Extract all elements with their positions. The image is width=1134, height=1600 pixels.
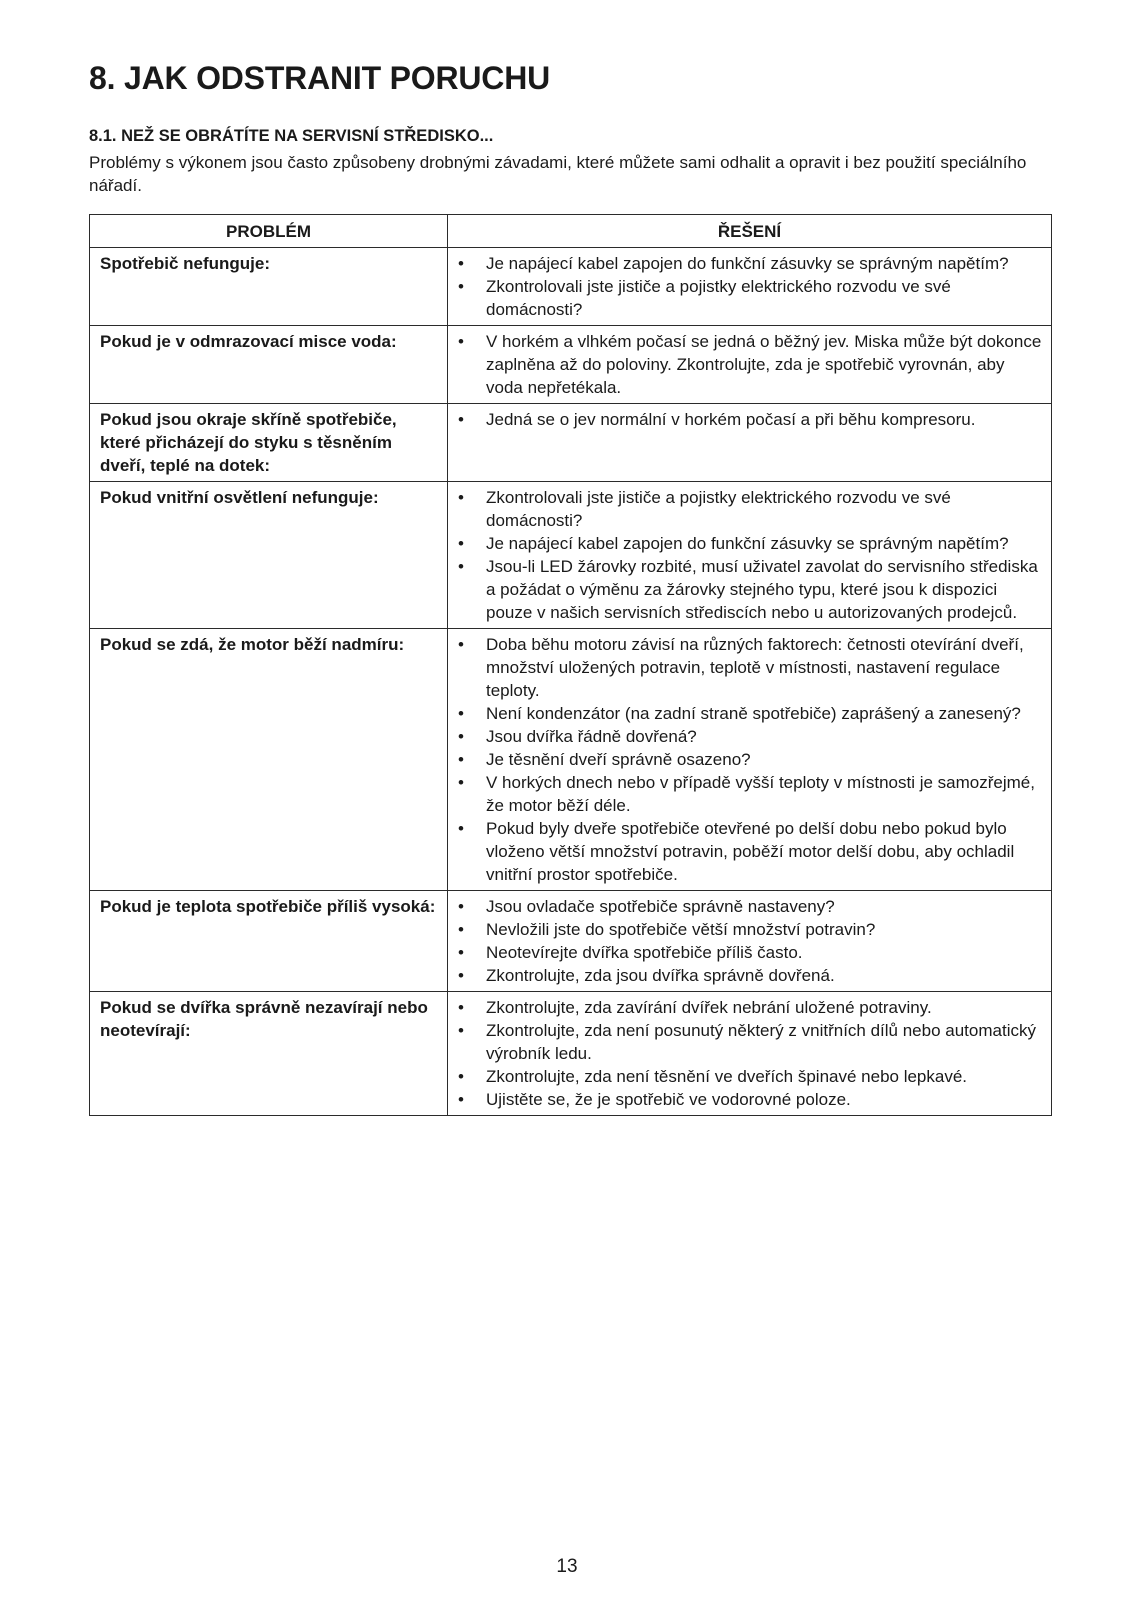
section-intro: Problémy s výkonem jsou často způsobeny drobnými závadami, které můžete sami odhalit a opravit i bez použití speciálního nářadí. [89,153,1027,195]
bullet-icon: • [458,1090,464,1109]
table-row [90,482,1052,629]
solution-text: V horkém a vlhkém počasí se jedná o běžný jev. Miska může být dokonce zaplněna až do poloviny. Zkontrolujte, zda je spotřebič vyrovnán, aby voda nepřetékala. [486,332,1042,397]
problem-cell: Pokud vnitřní osvětlení nefunguje: [90,482,448,629]
bullet-icon: • [458,819,464,838]
solution-cell [448,629,1052,891]
solution-text: Zkontrolujte, zda zavírání dvířek nebrání uložené potraviny. [486,998,932,1017]
chapter-title: 8. JAK ODSTRANIT PORUCHU [89,60,551,96]
solution-text: Zkontrolujte, zda není těsnění ve dveřích špinavé nebo lepkavé. [486,1067,968,1086]
bullet-icon: • [458,332,464,351]
solution-item [458,408,1043,431]
solution-item [458,555,1043,624]
problem-cell: Pokud je teplota spotřebiče příliš vysoká: [90,891,448,992]
solution-item [458,725,1043,748]
bullet-icon: • [458,897,464,916]
solution-cell [448,404,1052,482]
solution-cell [448,992,1052,1116]
problem-cell: Spotřebič nefunguje: [90,248,448,326]
solution-item [458,486,1043,532]
table-row [90,891,1052,992]
solution-text: Jsou-li LED žárovky rozbité, musí uživatel zavolat do servisního střediska a požádat o výměnu za žárovky stejného typu, které jsou k dispozici pouze v našich servisních střediscích nebo u autorizovaných prodejců. [486,557,1038,622]
solution-item [458,817,1043,886]
problem-column-header: PROBLÉM [90,215,448,248]
solution-list [458,996,1043,1111]
solution-item [458,918,1043,941]
solution-text: Doba běhu motoru závisí na různých faktorech: četnosti otevírání dveří, množství uložených potravin, teplotě v místnosti, nastavení regulace teploty. [486,635,1024,700]
troubleshooting-table [89,214,1052,1116]
solution-item [458,964,1043,987]
bullet-icon: • [458,704,464,723]
solution-text: Nevložili jste do spotřebiče větší množství potravin? [486,920,876,939]
solution-text: Neotevírejte dvířka spotřebiče příliš často. [486,943,803,962]
bullet-icon: • [458,727,464,746]
problem-cell: Pokud jsou okraje skříně spotřebiče, které přicházejí do styku s těsněním dveří, teplé na dotek: [90,404,448,482]
solution-item [458,748,1043,771]
bullet-icon: • [458,410,464,429]
solution-item [458,895,1043,918]
solution-text: Jedná se o jev normální v horkém počasí a při běhu kompresoru. [486,410,976,429]
solution-list [458,408,1043,431]
bullet-icon: • [458,534,464,553]
table-row [90,992,1052,1116]
solution-list [458,330,1043,399]
table-row [90,326,1052,404]
solution-text: Zkontrolujte, zda jsou dvířka správně dovřená. [486,966,835,985]
solution-text: Zkontrolovali jste jističe a pojistky elektrického rozvodu ve své domácnosti? [486,277,951,319]
solution-text: Jsou ovladače spotřebiče správně nastaveny? [486,897,835,916]
table-row [90,629,1052,891]
solution-item [458,1019,1043,1065]
problem-cell: Pokud se zdá, že motor běží nadmíru: [90,629,448,891]
solution-text: Je těsnění dveří správně osazeno? [486,750,751,769]
solution-cell [448,891,1052,992]
bullet-icon: • [458,277,464,296]
section-title: 8.1. NEŽ SE OBRÁTÍTE NA SERVISNÍ STŘEDISKO... [89,127,494,145]
bullet-icon: • [458,1067,464,1086]
solution-text: Je napájecí kabel zapojen do funkční zásuvky se správným napětím? [486,534,1009,553]
bullet-icon: • [458,750,464,769]
bullet-icon: • [458,557,464,576]
solution-text: Zkontrolovali jste jističe a pojistky elektrického rozvodu ve své domácnosti? [486,488,951,530]
document-page [89,58,1051,1116]
solution-list [458,895,1043,987]
solution-list [458,633,1043,886]
solution-item [458,1065,1043,1088]
bullet-icon: • [458,488,464,507]
bullet-icon: • [458,966,464,985]
solution-text: Ujistěte se, že je spotřebič ve vodorovné poloze. [486,1090,851,1109]
solution-cell [448,326,1052,404]
solution-text: Jsou dvířka řádně dovřená? [486,727,697,746]
table-header-row [90,215,1052,248]
table-row [90,404,1052,482]
problem-cell: Pokud se dvířka správně nezavírají nebo neotevírají: [90,992,448,1116]
solution-item [458,330,1043,399]
solution-text: V horkých dnech nebo v případě vyšší teploty v místnosti je samozřejmé, že motor běží déle. [486,773,1035,815]
bullet-icon: • [458,635,464,654]
solution-text: Není kondenzátor (na zadní straně spotřebiče) zaprášený a zanesený? [486,704,1021,723]
bullet-icon: • [458,943,464,962]
bullet-icon: • [458,998,464,1017]
solution-text: Pokud byly dveře spotřebiče otevřené po delší dobu nebo pokud bylo vloženo větší množství potravin, poběží motor delší dobu, aby ochladil vnitřní prostor spotřebiče. [486,819,1015,884]
solution-column-header: ŘEŠENÍ [448,215,1052,248]
solution-item [458,532,1043,555]
solution-item [458,771,1043,817]
solution-list [458,486,1043,624]
solution-item [458,275,1043,321]
solution-list [458,252,1043,321]
bullet-icon: • [458,1021,464,1040]
table-header [90,215,1052,248]
page-number: 13 [556,1556,578,1577]
solution-item [458,702,1043,725]
solution-item [458,633,1043,702]
bullet-icon: • [458,920,464,939]
solution-item [458,1088,1043,1111]
problem-cell: Pokud je v odmrazovací misce voda: [90,326,448,404]
table-body [90,248,1052,1116]
solution-text: Je napájecí kabel zapojen do funkční zásuvky se správným napětím? [486,254,1009,273]
table-row [90,248,1052,326]
bullet-icon: • [458,773,464,792]
bullet-icon: • [458,254,464,273]
solution-item [458,941,1043,964]
solution-item [458,996,1043,1019]
solution-cell [448,482,1052,629]
solution-cell [448,248,1052,326]
solution-text: Zkontrolujte, zda není posunutý některý z vnitřních dílů nebo automatický výrobník ledu. [486,1021,1036,1063]
solution-item [458,252,1043,275]
